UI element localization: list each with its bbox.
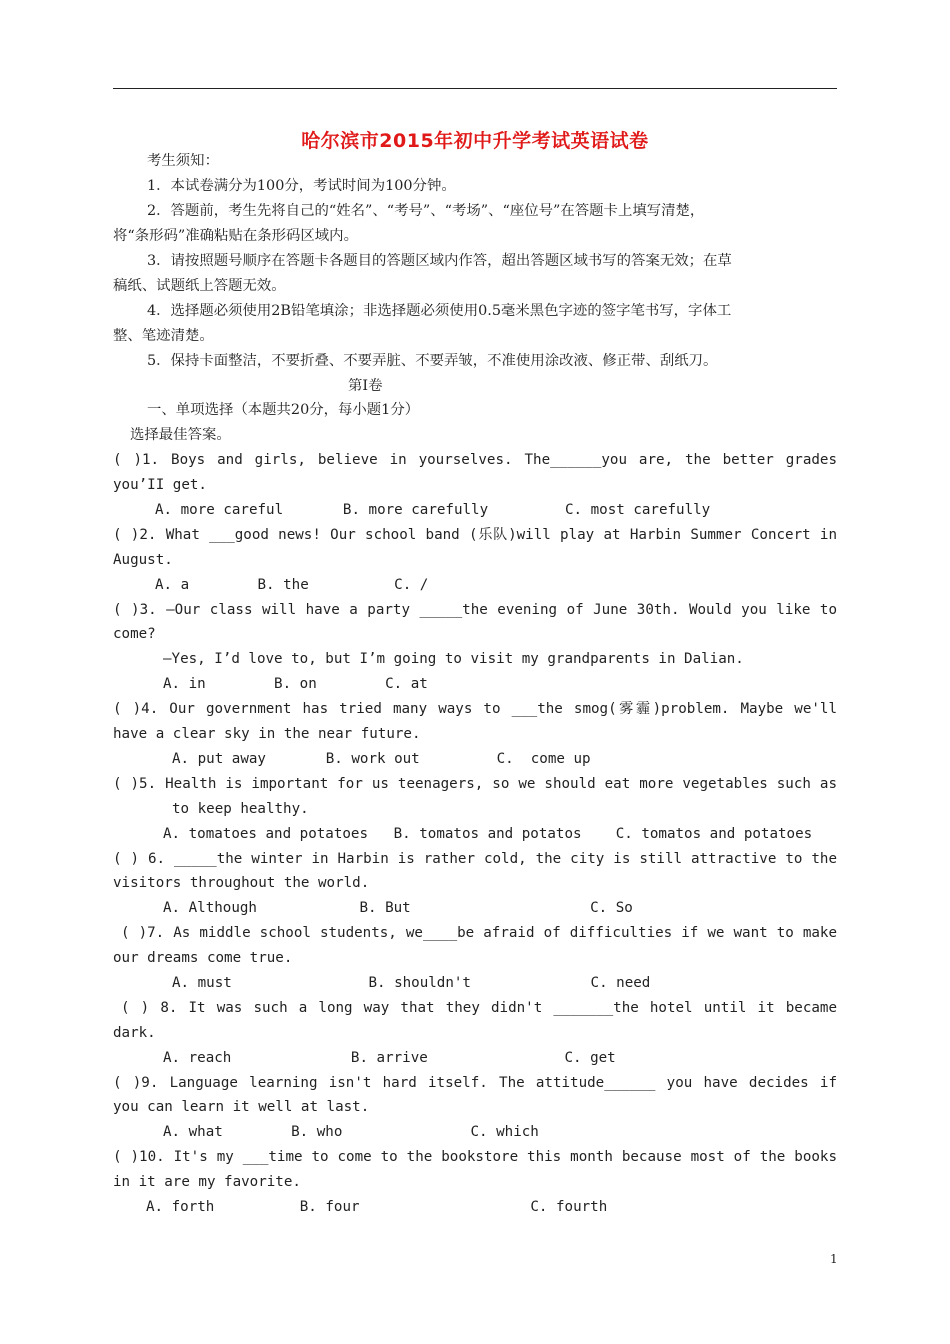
question-1-options: A. more careful B. more carefully C. most carefully [155, 502, 711, 518]
notice-item-4-line-2: 整、笔迹清楚。 [113, 328, 214, 344]
question-10-line-1: ( )10. It's my ___time to come to the bookstore this month because most of the books [113, 1149, 837, 1165]
question-2-line-1: ( )2. What ___good news! Our school band (乐队)will play at Harbin Summer Concert in [113, 527, 837, 543]
page-number: 1 [830, 1252, 838, 1266]
notice-item-3-line-1: 3．请按照题号顺序在答题卡各题目的答题区域内作答，超出答题区域书写的答案无效；在草 [147, 253, 732, 269]
question-5-options: A. tomatoes and potatoes B. tomatos and potatos C. tomatos and potatoes [163, 826, 813, 842]
question-1-line-1: ( )1. Boys and girls, believe in yourselves. The______you are, the better grades [113, 452, 837, 468]
header-rule [113, 88, 837, 89]
question-9-options: A. what B. who C. which [163, 1124, 539, 1140]
question-6-line-1: ( ) 6. _____the winter in Harbin is rather cold, the city is still attractive to the [113, 851, 837, 867]
notice-item-2-line-2: 将“条形码”准确粘贴在条形码区域内。 [113, 228, 358, 244]
question-3-line-2: come? [113, 626, 156, 642]
question-6-options: A. Although B. But C. So [163, 900, 633, 916]
question-3-options: A. in B. on C. at [163, 676, 428, 692]
question-5-line-2: to keep healthy. [172, 801, 309, 817]
question-10-options: A. forth B. four C. fourth [146, 1199, 608, 1215]
question-7-options: A. must B. shouldn't C. need [172, 975, 651, 991]
notice-item-4-line-1: 4．选择题必须使用2B铅笔填涂；非选择题必须使用0.5毫米黑色字迹的签字笔书写，字体工 [147, 303, 732, 319]
notice-item-1: 1．本试卷满分为100分，考试时间为100分钟。 [147, 178, 456, 194]
section-heading: 一、单项选择（本题共20分，每小题1分） [147, 402, 420, 418]
question-2-options: A. a B. the C. / [155, 577, 429, 593]
question-9-line-2: you can learn it well at last. [113, 1099, 370, 1115]
question-7-line-1: ( )7. As middle school students, we____be afraid of difficulties if we want to make [121, 925, 837, 941]
question-4-line-1: ( )4. Our government has tried many ways to ___the smog(雾霾)problem. Maybe we'll [113, 701, 837, 717]
volume-label: 第Ⅰ卷 [348, 378, 383, 394]
question-3-reply: —Yes, I’d love to, but I’m going to visit my grandparents in Dalian. [163, 651, 744, 667]
notice-heading: 考生须知： [147, 153, 219, 169]
question-10-line-2: in it are my favorite. [113, 1174, 301, 1190]
section-instruction: 选择最佳答案。 [130, 427, 231, 443]
notice-item-3-line-2: 稿纸、试题纸上答题无效。 [113, 278, 286, 294]
question-9-line-1: ( )9. Language learning isn't hard itself. The attitude______ you have decides if [113, 1075, 837, 1091]
exam-title: 哈尔滨市2015年初中升学考试英语试卷 [301, 130, 649, 152]
notice-item-5: 5．保持卡面整洁，不要折叠、不要弄脏、不要弄皱，不准使用涂改液、修正带、刮纸刀。 [147, 353, 718, 369]
question-8-options: A. reach B. arrive C. get [163, 1050, 616, 1066]
question-1-line-2: you’II get. [113, 477, 207, 493]
question-2-line-2: August. [113, 552, 173, 568]
question-5-line-1: ( )5. Health is important for us teenagers, so we should eat more vegetables such as [113, 776, 837, 792]
question-7-line-2: our dreams come true. [113, 950, 293, 966]
question-8-line-2: dark. [113, 1025, 156, 1041]
notice-item-2-line-1: 2．答题前，考生先将自己的“姓名”、“考号”、“考场”、“座位号”在答题卡上填写清楚， [147, 203, 705, 219]
question-3-line-1: ( )3. —Our class will have a party _____the evening of June 30th. Would you like to [113, 602, 837, 618]
question-4-line-2: have a clear sky in the near future. [113, 726, 421, 742]
question-6-line-2: visitors throughout the world. [113, 875, 370, 891]
question-8-line-1: ( ) 8. It was such a long way that they didn't _______the hotel until it became [121, 1000, 837, 1016]
question-4-options: A. put away B. work out C. come up [172, 751, 591, 767]
